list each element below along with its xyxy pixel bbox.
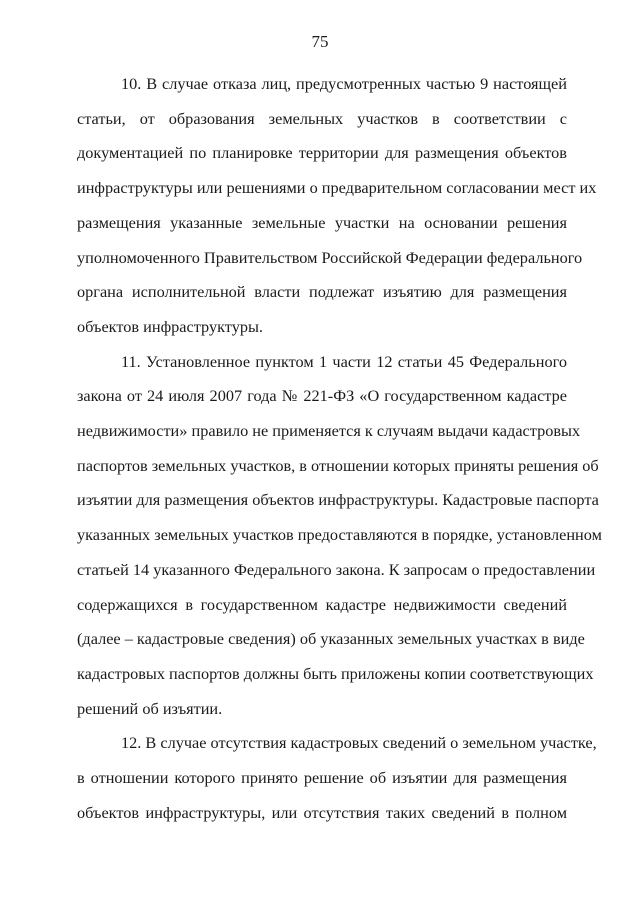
text-line: закона от 24 июля 2007 года № 221-ФЗ «О государственном кадастре: [77, 386, 567, 406]
text-line: в отношении которого принято решение об изъятии для размещения: [77, 768, 567, 788]
paragraph-10: [77, 67, 597, 345]
text-line: органа исполнительной власти подлежат изъятию для размещения: [77, 282, 567, 302]
text-line: указанных земельных участков предоставляются в порядке, установленном: [77, 525, 602, 545]
text-line: паспортов земельных участков, в отношении которых приняты решения об: [77, 455, 599, 475]
paragraph-12: [77, 726, 597, 830]
text-line: статьи, от образования земельных участков в соответствии с: [77, 108, 567, 128]
text-line: статьей 14 указанного Федерального закона. К запросам о предоставлении: [77, 559, 596, 579]
text-line: решений об изъятии.: [77, 698, 223, 718]
document-body: [77, 67, 602, 830]
text-line: 12. В случае отсутствия кадастровых сведений о земельном участке,: [121, 733, 597, 753]
text-line: уполномоченного Правительством Российской Федерации федерального: [77, 247, 583, 267]
text-line: объектов инфраструктуры, или отсутствия таких сведений в полном: [77, 802, 567, 822]
text-line: 10. В случае отказа лиц, предусмотренных частью 9 настоящей: [121, 74, 567, 93]
paragraph-11: [77, 345, 602, 727]
text-line: недвижимости» правило не применяется к случаям выдачи кадастровых: [77, 421, 581, 441]
text-line: размещения указанные земельные участки на основании решения: [77, 212, 567, 232]
text-line: 11. Установленное пунктом 1 части 12 статьи 45 Федерального: [121, 351, 567, 371]
text-line: объектов инфраструктуры.: [77, 316, 263, 336]
text-line: документацией по планировке территории для размещения объектов: [77, 143, 567, 163]
text-line: изъятии для размещения объектов инфраструктуры. Кадастровые паспорта: [77, 490, 599, 510]
text-line: содержащихся в государственном кадастре недвижимости сведений: [77, 594, 567, 614]
text-line: инфраструктуры или решениями о предварительном согласовании мест их: [77, 178, 597, 198]
text-line: кадастровых паспортов должны быть приложены копии соответствующих: [77, 663, 594, 683]
page-number: 75: [311, 32, 329, 51]
text-line: (далее – кадастровые сведения) об указанных земельных участках в виде: [77, 629, 585, 649]
